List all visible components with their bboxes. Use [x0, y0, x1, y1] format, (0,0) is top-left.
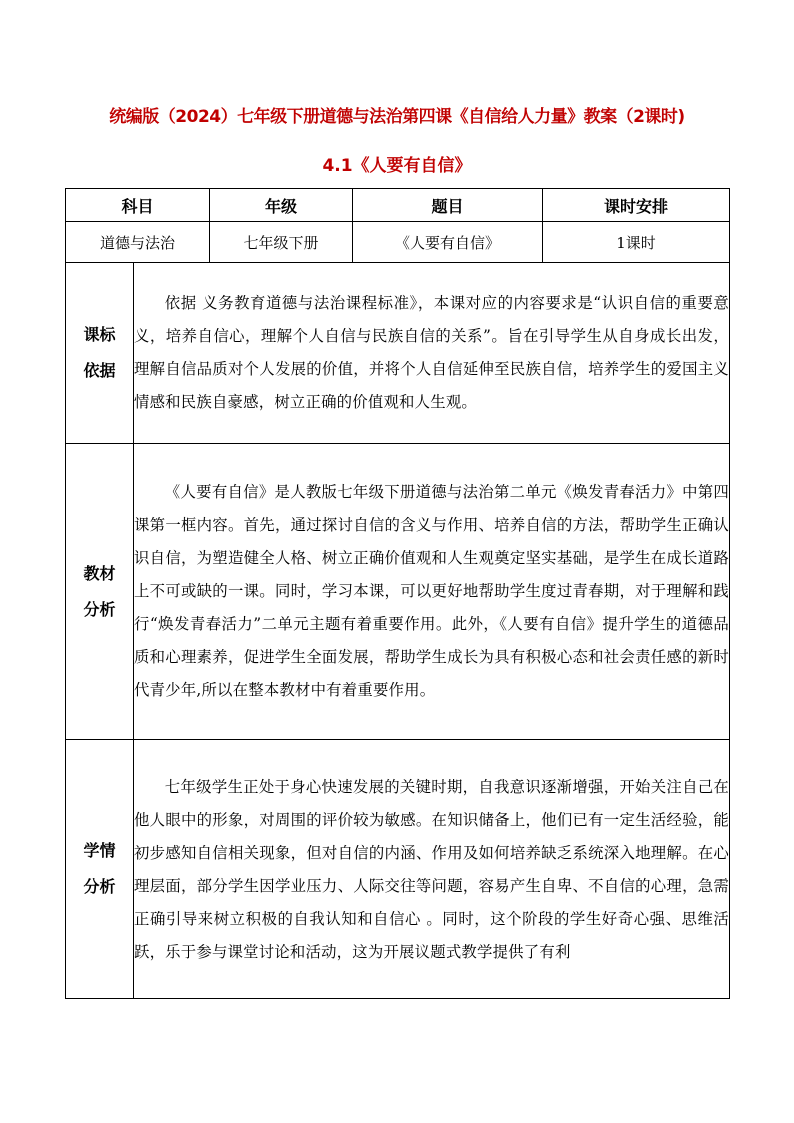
section-paragraph: 依据 义务教育道德与法治课程标准》，本课对应的内容要求是“认识自信的重要意义，培养自信心，理解个人自信与民族自信的关系”。旨在引导学生从自身成长出发，理解自信品质对个人发展的价值，并将个人自信延伸至民族自信，培养学生的爱国主义情感和民族自豪感，树立正确的价值观和人生观。: [134, 294, 730, 411]
section-paragraph: 《人要有自信》是人教版七年级下册道德与法治第二单元《焕发青春活力》中第四课第一框内容。首先，通过探讨自信的含义与作用、培养自信的方法，帮助学生正确认识自信，为塑造健全人格、树立正确价值观和人生观奠定坚实基础，是学生在成长道路上不可或缺的一课。同时，学习本课，可以更好地帮助学生度过青春期，对于理解和践行“焕发青春活力”二单元主题有着重要作用。此外，《人要有自信》提升学生的道德品质和心理素养，促进学生全面发展，帮助学生成长为具有积极心态和社会责任感的新时代青少年,所以在整本教材中有着重要作用。: [134, 483, 730, 699]
section-row-learner-analysis: [66, 740, 730, 999]
section-label-line: 教材: [83, 563, 116, 583]
section-label-textbook-analysis: [66, 444, 134, 740]
section-label-learner-analysis: [66, 740, 134, 999]
section-text-learner-analysis: [134, 740, 730, 999]
section-label-line: 分析: [83, 877, 116, 896]
document-subtitle: 4.1《人要有自信》: [322, 156, 472, 176]
section-label-line: 依据: [83, 361, 116, 380]
section-paragraph: 七年级学生正处于身心快速发展的关键时期，自我意识逐渐增强，开始关注自己在他人眼中的形象，对周围的评价较为敏感。在知识储备上，他们已有一定生活经验，能初步感知自信相关现象，但对自信的内涵、作用及如何培养缺乏系统深入地理解。在心理层面，部分学生因学业压力、人际交往等问题，容易产生自卑、不自信的心理，急需正确引导来树立积极的自我认知和自信心 。同时，这个阶段的学生好奇心强、思维活跃，乐于参与课堂讨论和活动，这为开展议题式教学提供了有利: [134, 778, 730, 961]
document-title: 统编版（2024）七年级下册道德与法治第四课《自信给人力量》教案（2课时): [109, 107, 685, 127]
section-text-textbook-analysis: [134, 444, 730, 740]
section-text-curriculum-standard: [134, 263, 730, 444]
header-row: [66, 189, 730, 222]
header-grade: 年级: [210, 189, 353, 222]
value-row: [66, 222, 730, 263]
section-row-curriculum-standard: [66, 263, 730, 444]
header-subject: 科目: [66, 189, 210, 222]
section-label-line: 分析: [83, 599, 116, 619]
value-grade: 七年级下册: [210, 222, 353, 263]
section-label-line: 学情: [83, 841, 116, 860]
header-schedule: 课时安排: [543, 189, 730, 222]
section-label-line: 课标: [83, 325, 116, 344]
value-subject: 道德与法治: [66, 222, 210, 263]
value-topic: 《人要有自信》: [353, 222, 543, 263]
lesson-plan-table: [65, 188, 730, 999]
section-label-curriculum-standard: [66, 263, 134, 444]
section-row-textbook-analysis: [66, 444, 730, 740]
value-schedule: 1课时: [543, 222, 730, 263]
header-topic: 题目: [353, 189, 543, 222]
